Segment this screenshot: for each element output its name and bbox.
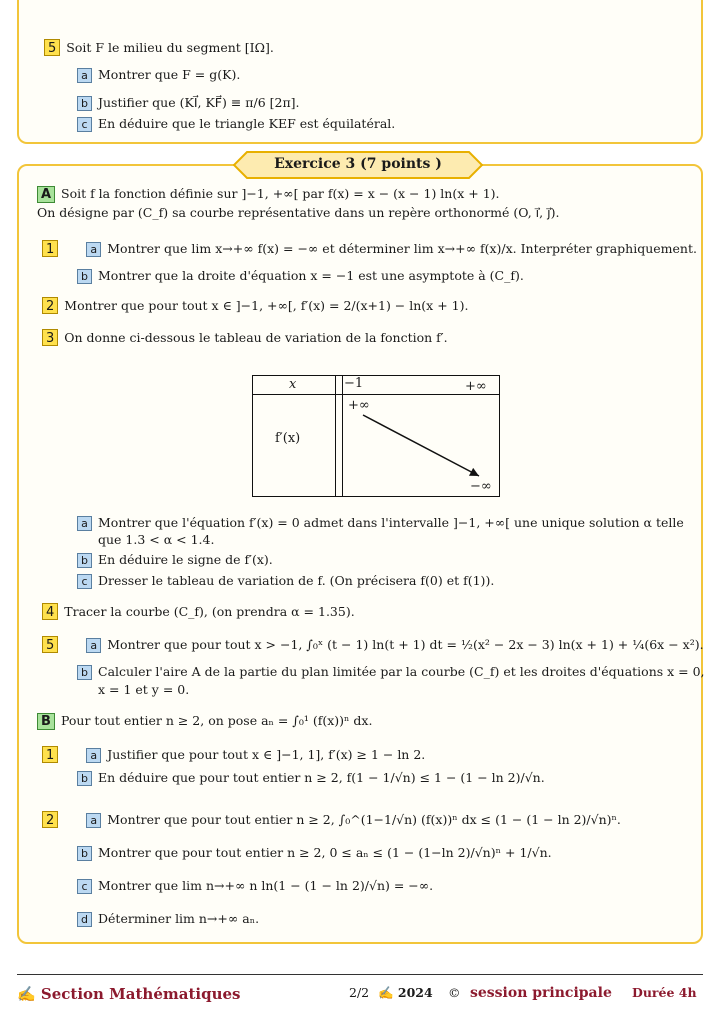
footer-year: ✍ 2024 [378, 985, 433, 1000]
footer-copyright: © [448, 985, 461, 1000]
partB-q2b [77, 845, 552, 861]
partA-q1a [42, 240, 697, 257]
question-number: 2 [42, 297, 58, 314]
item-text: Montrer que pour tout x > −1, ∫₀ˣ (t − 1) ln(t + 1) dt = ½(x² − 2x − 3) ln(x + 1) + ¼(6x − x²). [107, 637, 704, 652]
question-number: 5 [44, 39, 60, 56]
intro-text: Pour tout entier n ≥ 2, on pose aₙ = ∫₀¹ (f(x))ⁿ dx. [61, 713, 373, 728]
item-label: a [86, 813, 101, 828]
item-label: c [77, 117, 92, 132]
partA-q3c [77, 573, 494, 589]
partA-q5b [77, 664, 705, 680]
item-text: Montrer que pour tout entier n ≥ 2, ∫₀^(1−1/√n) (f(x))ⁿ dx ≤ (1 − (1 − ln 2)/√n)ⁿ. [107, 812, 621, 827]
item-text: Montrer que F = g(K). [98, 67, 241, 82]
prev-item-a [77, 67, 240, 83]
footer-rule [17, 974, 703, 975]
question-number: 4 [42, 603, 58, 620]
question-number: 3 [42, 329, 58, 346]
partB-q2a [42, 811, 621, 828]
partA-q3a [77, 515, 684, 531]
question-number: 5 [42, 636, 58, 653]
item-text: Montrer que l'équation f′(x) = 0 admet dans l'intervalle ]−1, +∞[ une unique solution α telle [98, 515, 684, 530]
table-bottom-value: −∞ [470, 479, 492, 494]
item-label: a [86, 242, 101, 257]
footer-duration: Durée 4h [632, 985, 697, 1000]
item-text: En déduire le signe de f′(x). [98, 552, 273, 567]
partA-q4 [42, 603, 355, 620]
partA-q5a [42, 636, 704, 653]
item-label: b [77, 96, 92, 111]
question-number: 1 [42, 746, 58, 763]
question-text: Tracer la courbe (C_f), (on prendra α = 1.35). [64, 604, 355, 619]
partA-q2 [42, 297, 468, 314]
question-number: 1 [42, 240, 58, 257]
item-label: b [77, 846, 92, 861]
partA-intro-line1 [37, 186, 500, 203]
item-text: Déterminer lim n→+∞ aₙ. [98, 911, 260, 926]
partA-q3a-cont: que 1.3 < α < 1.4. [98, 532, 215, 547]
item-label: a [86, 638, 101, 653]
item-label: b [77, 553, 92, 568]
part-label: A [37, 186, 55, 203]
decreasing-arrow [253, 376, 501, 498]
item-text: Calculer l'aire A de la partie du plan limitée par la courbe (C_f) et les droites d'équations x = 0, [98, 664, 705, 679]
footer-page: 2/2 [349, 985, 370, 1000]
item-text: Montrer que lim x→+∞ f(x) = −∞ et déterminer lim x→+∞ f(x)/x. Interpréter graphiquement. [107, 241, 697, 256]
partB-q2d [77, 911, 259, 927]
item-label: a [77, 516, 92, 531]
item-text: En déduire que pour tout entier n ≥ 2, f(1 − 1/√n) ≤ 1 − (1 − ln 2)/√n. [98, 770, 545, 785]
item-text: Montrer que lim n→+∞ n ln(1 − (1 − ln 2)/√n) = −∞. [98, 878, 434, 893]
footer-section: ✍ Section Mathématiques [17, 985, 241, 1003]
question-text: Montrer que pour tout x ∈ ]−1, +∞[, f′(x) = 2/(x+1) − ln(x + 1). [64, 298, 469, 313]
footer-session: session principale [470, 985, 612, 1001]
item-text: Dresser le tableau de variation de f. (On précisera f(0) et f(1)). [98, 573, 495, 588]
variation-table [252, 375, 500, 497]
table-x-label: x [289, 377, 297, 392]
partA-q1b [77, 268, 524, 284]
prev-question-5 [44, 39, 274, 56]
item-label: b [77, 665, 92, 680]
item-text: Montrer que la droite d'équation x = −1 est une asymptote à (C_f). [98, 268, 524, 283]
intro-text: Soit f la fonction définie sur ]−1, +∞[ par f(x) = x − (x − 1) ln(x + 1). [61, 186, 500, 201]
part-label: B [37, 713, 55, 730]
partA-q5b-cont: x = 1 et y = 0. [98, 682, 190, 697]
prev-item-c [77, 116, 395, 132]
partB-q2c [77, 878, 433, 894]
item-label: b [77, 771, 92, 786]
table-top-value: +∞ [348, 398, 370, 413]
item-label: d [77, 912, 92, 927]
question-number: 2 [42, 811, 58, 828]
item-label: c [77, 574, 92, 589]
item-text: Montrer que pour tout entier n ≥ 2, 0 ≤ aₙ ≤ (1 − (1−ln 2)/√n)ⁿ + 1/√n. [98, 845, 552, 860]
table-f-label: f′(x) [275, 431, 301, 446]
partB-q1b [77, 770, 545, 786]
partA-intro-line2: On désigne par (C_f) sa courbe représentative dans un repère orthonormé (O, i⃗, j⃗). [37, 205, 560, 220]
item-text: Justifier que pour tout x ∈ ]−1, 1], f′(x) ≥ 1 − ln 2. [107, 747, 426, 762]
prev-item-b [77, 95, 300, 111]
item-label: b [77, 269, 92, 284]
question-text: On donne ci-dessous le tableau de variation de la fonction f′. [64, 330, 448, 345]
item-label: c [77, 879, 92, 894]
item-text: En déduire que le triangle KEF est équilatéral. [98, 116, 396, 131]
item-text: Justifier que (KI⃗, KF⃗) ≡ π/6 [2π]. [98, 95, 300, 110]
partA-q3 [42, 329, 448, 346]
table-x-left: −1 [344, 376, 364, 391]
table-x-right: +∞ [465, 379, 487, 394]
partA-q3b [77, 552, 273, 568]
partB-intro [37, 713, 372, 730]
item-label: a [86, 748, 101, 763]
exercise-title: Exercice 3 (7 points ) [274, 156, 442, 172]
question-text: Soit F le milieu du segment [IΩ]. [66, 40, 274, 55]
exercise-header [233, 151, 483, 179]
item-label: a [77, 68, 92, 83]
partB-q1a [42, 746, 425, 763]
